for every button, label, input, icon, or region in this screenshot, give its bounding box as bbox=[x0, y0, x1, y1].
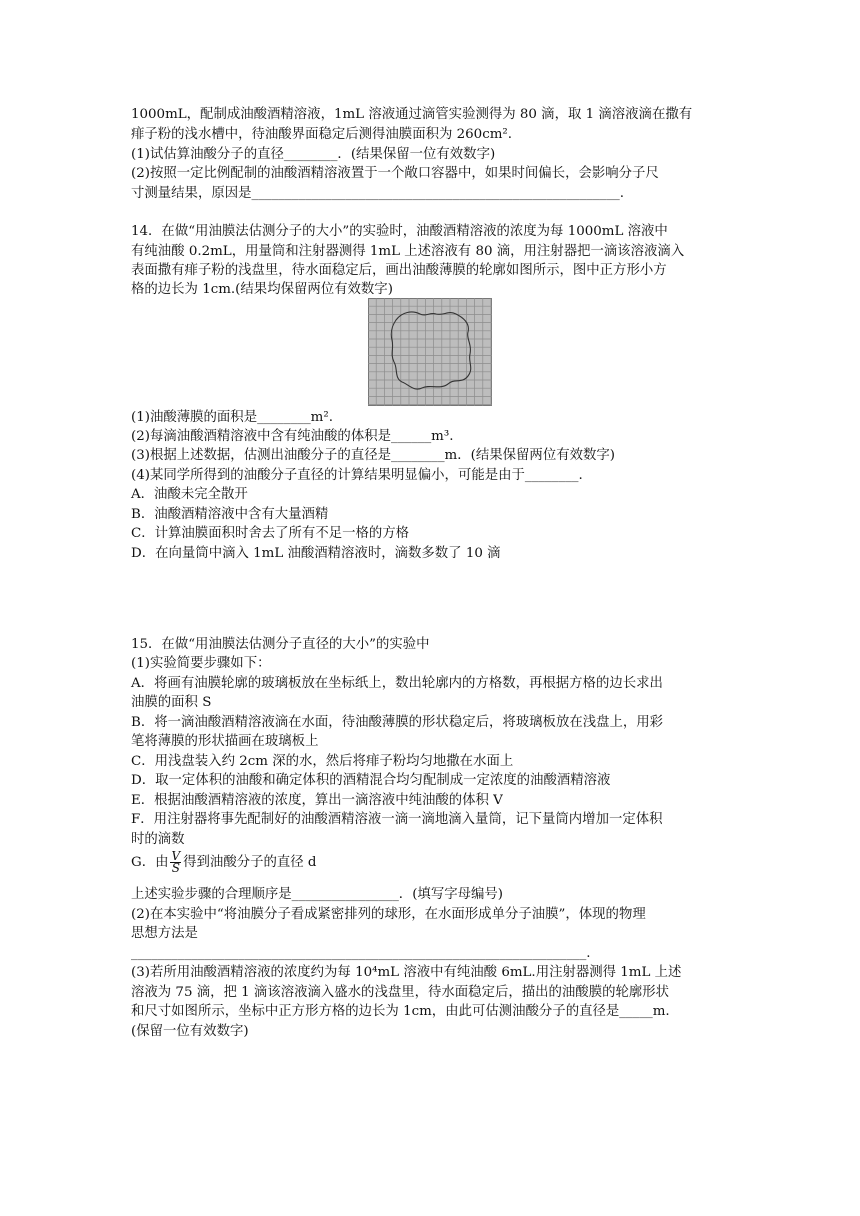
q14-line1: 14．在做“用油膜法估测分子的大小”的实验时，油酸酒精溶液的浓度为每 1000mL 溶液中 bbox=[131, 224, 668, 239]
q15-step-g-suffix: 得到油酸分子的直径 d bbox=[183, 855, 317, 870]
q13-part1: (1)试估算油酸分子的直径________．(结果保留一位有效数字) bbox=[131, 147, 496, 162]
q15-line1: 15．在做“用油膜法估测分子直径的大小”的实验中 bbox=[131, 637, 430, 652]
v-over-s-fraction bbox=[170, 851, 181, 874]
q15-part3-line2: 溶液为 75 滴，把 1 滴该溶液滴入盛水的浅盘里，待水面稳定后，描出的油酸膜的轮廓形状 bbox=[131, 985, 670, 1000]
q15-step-f-line1: F．用注射器将事先配制好的油酸酒精溶液一滴一滴地滴入量筒，记下量筒内增加一定体积 bbox=[131, 812, 663, 827]
q15-step-f-line2: 时的滴数 bbox=[131, 832, 185, 847]
q15-part1: (1)实验简要步骤如下： bbox=[131, 656, 271, 671]
q13-part2-line1: (2)按照一定比例配制的油酸酒精溶液置于一个敞口容器中，如果时间偏长，会影响分子尺 bbox=[131, 166, 659, 181]
q14-part2: (2)每滴油酸酒精溶液中含有纯油酸的体积是______m³. bbox=[131, 429, 454, 444]
q15-order-question: 上述实验步骤的合理顺序是________________．(填写字母编号) bbox=[131, 887, 503, 902]
q15-step-g-prefix: G．由 bbox=[131, 855, 169, 870]
q15-step-a-line1: A．将画有油膜轮廓的玻璃板放在坐标纸上，数出轮廓内的方格数，再根据方格的边长求出 bbox=[131, 676, 663, 691]
q15-part3-line4: (保留一位有效数字) bbox=[131, 1024, 249, 1039]
q13-line2: 痱子粉的浅水槽中，待油酸界面稳定后测得油膜面积为 260cm². bbox=[131, 127, 513, 142]
q14-option-d: D．在向量筒中滴入 1mL 油酸酒精溶液时，滴数多数了 10 滴 bbox=[131, 546, 501, 561]
q15-step-b-line2: 笔将薄膜的形状描画在玻璃板上 bbox=[131, 734, 319, 749]
q15-part2-line2: 思想方法是 bbox=[131, 926, 198, 941]
q15-part2-blank: ____________________________________________________________________. bbox=[131, 946, 591, 961]
q15-step-g bbox=[131, 849, 317, 877]
q14-part3: (3)根据上述数据，估测出油酸分子的直径是________m．(结果保留两位有效数字) bbox=[131, 448, 616, 463]
q13-part2-line2: 寸测量结果，原因是_______________________________________________________. bbox=[131, 186, 625, 201]
q13-line1: 1000mL，配制成油酸酒精溶液，1mL 溶液通过滴管实验测得为 80 滴，取 1 滴溶液滴在撒有 bbox=[131, 107, 693, 122]
q14-part4: (4)某同学所得到的油酸分子直径的计算结果明显偏小，可能是由于________. bbox=[131, 468, 583, 483]
q15-step-a-line2: 油膜的面积 S bbox=[131, 695, 212, 710]
q14-option-b: B．油酸酒精溶液中含有大量酒精 bbox=[131, 507, 329, 522]
fraction-denominator: S bbox=[171, 861, 180, 875]
oil-film-grid-figure bbox=[368, 298, 492, 406]
q15-part3-line3: 和尺寸如图所示，坐标中正方形方格的边长为 1cm，由此可估测油酸分子的直径是_____m. bbox=[131, 1004, 670, 1019]
q14-line3: 表面撒有痱子粉的浅盘里，待水面稳定后，画出油酸薄膜的轮廓如图所示，图中正方形小方 bbox=[131, 263, 667, 278]
q15-step-c: C．用浅盘装入约 2cm 深的水，然后将痱子粉均匀地撒在水面上 bbox=[131, 754, 514, 769]
q15-part2-line1: (2)在本实验中“将油膜分子看成紧密排列的球形，在水面形成单分子油膜”，体现的物理 bbox=[131, 907, 646, 922]
q14-option-a: A．油酸未完全散开 bbox=[131, 487, 248, 502]
q14-option-c: C．计算油膜面积时舍去了所有不足一格的方格 bbox=[131, 526, 410, 541]
q14-line2: 有纯油酸 0.2mL，用量筒和注射器测得 1mL 上述溶液有 80 滴，用注射器把一滴该溶液滴入 bbox=[131, 244, 685, 259]
q15-part3-line1: (3)若所用油酸酒精溶液的浓度约为每 10⁴mL 溶液中有纯油酸 6mL.用注射器测得 1mL 上述 bbox=[131, 965, 682, 980]
q15-step-b-line1: B．将一滴油酸酒精溶液滴在水面，待油酸薄膜的形状稳定后，将玻璃板放在浅盘上，用彩 bbox=[131, 715, 664, 730]
q14-part1: (1)油酸薄膜的面积是________m². bbox=[131, 410, 333, 425]
q15-step-d: D．取一定体积的油酸和确定体积的酒精混合均匀配制成一定浓度的油酸酒精溶液 bbox=[131, 773, 611, 788]
fraction-numerator: V bbox=[171, 849, 181, 863]
q15-step-e: E．根据油酸酒精溶液的浓度，算出一滴溶液中纯油酸的体积 V bbox=[131, 793, 503, 808]
q14-line4: 格的边长为 1cm.(结果均保留两位有效数字) bbox=[131, 282, 393, 297]
